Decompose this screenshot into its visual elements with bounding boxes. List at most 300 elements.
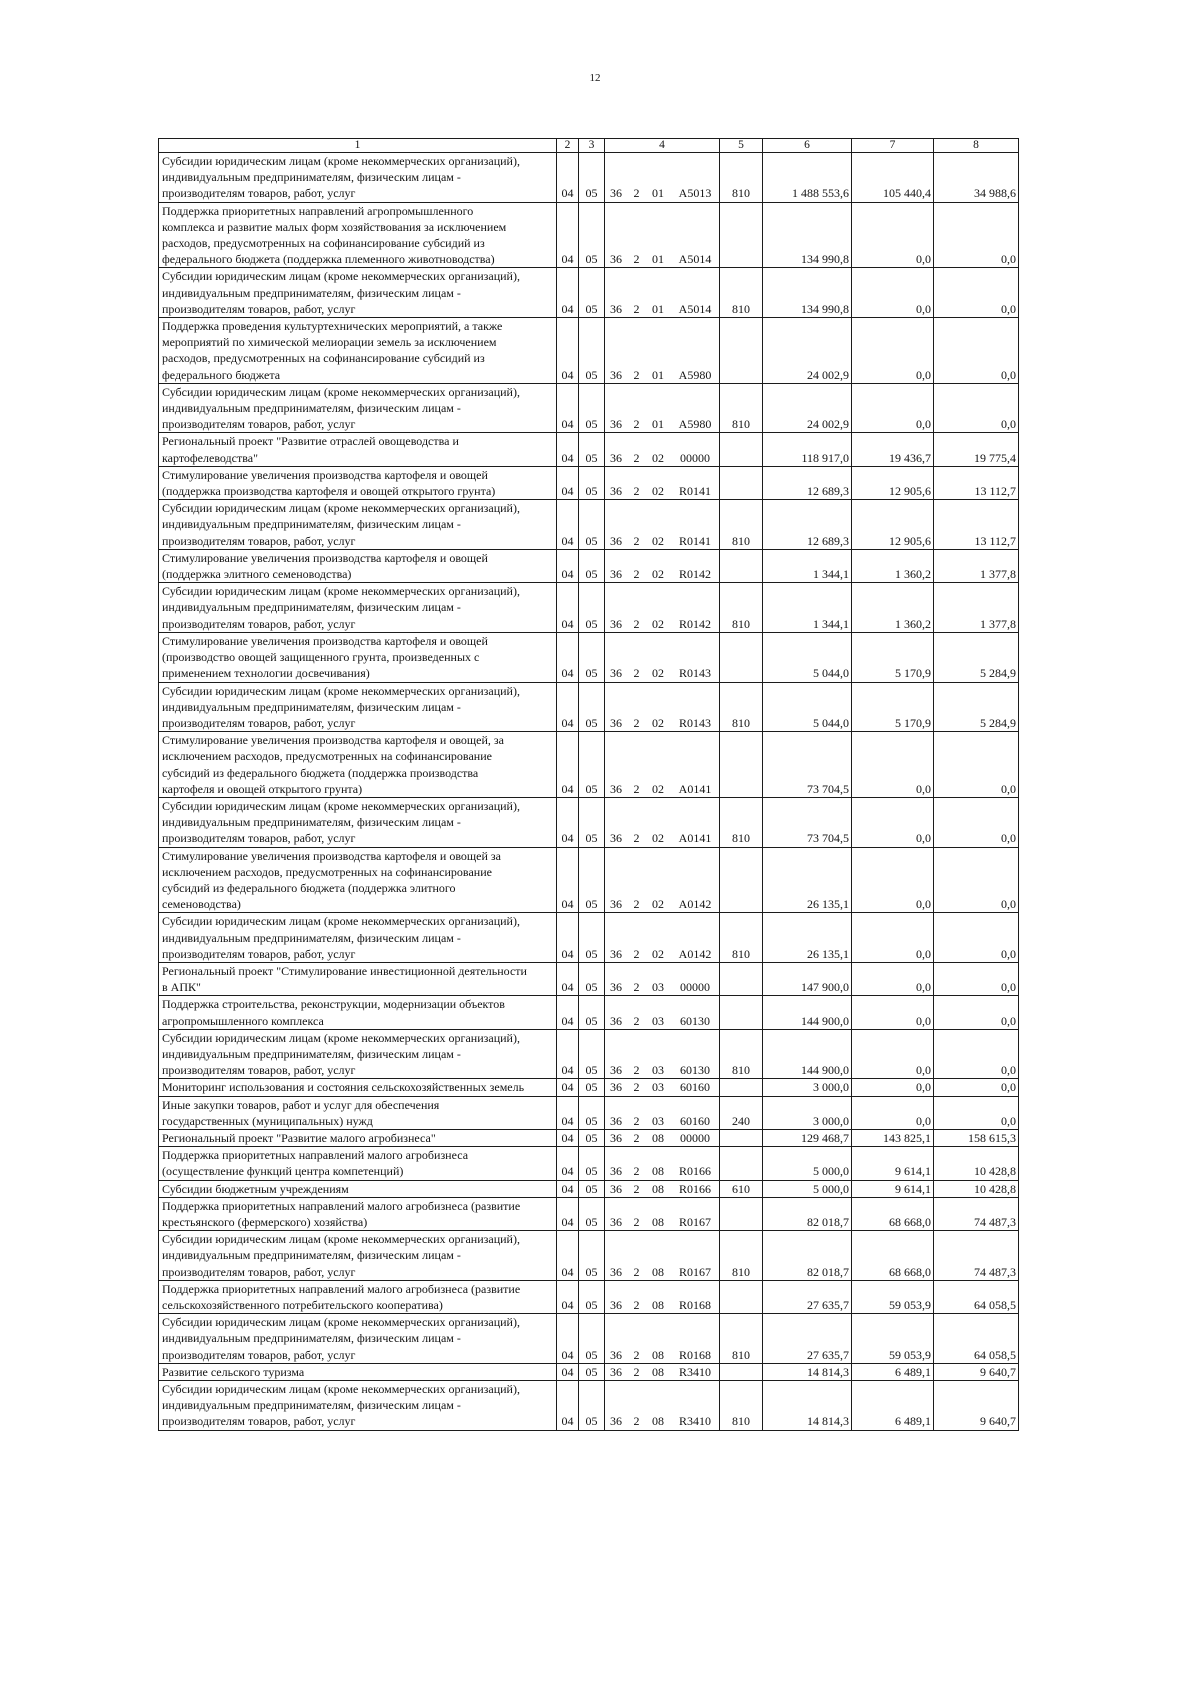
article-project: 02 xyxy=(652,484,664,499)
table-row xyxy=(159,632,1019,682)
article-project: 03 xyxy=(652,1080,664,1095)
section-code: 04 xyxy=(557,996,579,1029)
amount-column-8: 0,0 xyxy=(934,996,1019,1029)
article-program: 36 xyxy=(610,666,622,681)
expense-type-code: 810 xyxy=(720,1029,763,1079)
article-program: 36 xyxy=(610,1130,622,1145)
amount-column-8: 13 112,7 xyxy=(934,500,1019,550)
amount-column-6: 73 704,5 xyxy=(763,797,852,847)
article-subprogram: 2 xyxy=(633,616,640,631)
target-article xyxy=(605,996,720,1029)
article-code: A0142 xyxy=(678,946,712,961)
amount-column-8: 0,0 xyxy=(934,847,1019,913)
section-code: 04 xyxy=(557,1180,579,1197)
target-article xyxy=(605,1314,720,1364)
row-description: Стимулирование увеличения производства картофеля и овощей, за исключением расходов, предусмотренных на софинансирование субсидий из федерального бюджета (поддержка производства картофеля и овощей открытого грунта) xyxy=(159,732,557,798)
article-program: 36 xyxy=(610,1013,622,1028)
article-program: 36 xyxy=(610,567,622,582)
expense-type-code: 810 xyxy=(720,797,763,847)
article-program: 36 xyxy=(610,450,622,465)
expense-type-code: 810 xyxy=(720,583,763,633)
article-program: 36 xyxy=(610,186,622,201)
article-project: 02 xyxy=(652,831,664,846)
table-row xyxy=(159,1231,1019,1281)
amount-column-7: 5 170,9 xyxy=(852,682,934,732)
target-article xyxy=(605,1079,720,1096)
article-project: 08 xyxy=(652,1164,664,1179)
column-header-3: 3 xyxy=(579,139,605,153)
article-code: A0141 xyxy=(678,781,712,796)
amount-column-8: 0,0 xyxy=(934,732,1019,798)
article-program: 36 xyxy=(610,897,622,912)
target-article-parts xyxy=(605,896,720,912)
amount-column-7: 0,0 xyxy=(852,268,934,318)
target-article xyxy=(605,268,720,318)
article-code: R0142 xyxy=(678,567,711,582)
article-project: 02 xyxy=(652,715,664,730)
row-description: Иные закупки товаров, работ и услуг для обеспечения государственных (муниципальных) нужд xyxy=(159,1096,557,1129)
amount-column-8: 0,0 xyxy=(934,1079,1019,1096)
section-code: 04 xyxy=(557,1280,579,1313)
article-program: 36 xyxy=(610,980,622,995)
section-code: 04 xyxy=(557,153,579,203)
article-subprogram: 2 xyxy=(633,484,640,499)
target-article xyxy=(605,549,720,582)
article-code: R0168 xyxy=(678,1298,711,1313)
article-program: 36 xyxy=(610,1364,622,1379)
article-program: 36 xyxy=(610,1063,622,1078)
section-code: 04 xyxy=(557,913,579,963)
article-code: R0168 xyxy=(678,1347,711,1362)
amount-column-6: 5 044,0 xyxy=(763,632,852,682)
target-article xyxy=(605,1280,720,1313)
article-program: 36 xyxy=(610,946,622,961)
article-project: 02 xyxy=(652,666,664,681)
column-header-1: 1 xyxy=(159,139,557,153)
row-description: Субсидии юридическим лицам (кроме некоммерческих организаций), индивидуальным предпринимателям, физическим лицам - производителям товаров, работ, услуг xyxy=(159,1029,557,1079)
amount-column-8: 34 988,6 xyxy=(934,153,1019,203)
article-code: A0142 xyxy=(678,897,712,912)
target-article xyxy=(605,318,720,384)
article-subprogram: 2 xyxy=(633,715,640,730)
amount-column-6: 3 000,0 xyxy=(763,1096,852,1129)
table-row xyxy=(159,962,1019,995)
amount-column-7: 0,0 xyxy=(852,732,934,798)
amount-column-7: 1 360,2 xyxy=(852,583,934,633)
section-code: 04 xyxy=(557,1363,579,1380)
target-article xyxy=(605,732,720,798)
article-program: 36 xyxy=(610,616,622,631)
subsection-code: 05 xyxy=(579,1314,605,1364)
subsection-code: 05 xyxy=(579,466,605,499)
section-code: 04 xyxy=(557,268,579,318)
article-code: R0167 xyxy=(678,1215,711,1229)
article-subprogram: 2 xyxy=(633,1130,640,1145)
article-subprogram: 2 xyxy=(633,533,640,548)
table-row xyxy=(159,682,1019,732)
amount-column-6: 24 002,9 xyxy=(763,383,852,433)
amount-column-6: 5 000,0 xyxy=(763,1180,852,1197)
section-code: 04 xyxy=(557,1231,579,1281)
subsection-code: 05 xyxy=(579,433,605,466)
amount-column-8: 9 640,7 xyxy=(934,1363,1019,1380)
target-article-parts xyxy=(605,1364,720,1380)
article-subprogram: 2 xyxy=(633,1113,640,1128)
article-project: 01 xyxy=(652,417,664,432)
section-code: 04 xyxy=(557,962,579,995)
amount-column-8: 9 640,7 xyxy=(934,1381,1019,1431)
article-code: R3410 xyxy=(678,1414,711,1429)
article-subprogram: 2 xyxy=(633,417,640,432)
amount-column-8: 0,0 xyxy=(934,383,1019,433)
section-code: 04 xyxy=(557,797,579,847)
row-description: Региональный проект "Стимулирование инвестиционной деятельности в АПК" xyxy=(159,962,557,995)
row-description: Субсидии юридическим лицам (кроме некоммерческих организаций), индивидуальным предпринимателям, физическим лицам - производителям товаров, работ, услуг xyxy=(159,500,557,550)
target-article xyxy=(605,466,720,499)
amount-column-7: 0,0 xyxy=(852,202,934,268)
expense-type-code: 810 xyxy=(720,1314,763,1364)
amount-column-6: 12 689,3 xyxy=(763,466,852,499)
article-code: 00000 xyxy=(680,1130,710,1145)
amount-column-7: 12 905,6 xyxy=(852,466,934,499)
target-article-parts xyxy=(605,1214,720,1230)
article-program: 36 xyxy=(610,1347,622,1362)
amount-column-6: 26 135,1 xyxy=(763,913,852,963)
target-article-parts xyxy=(605,1079,720,1095)
amount-column-7: 0,0 xyxy=(852,962,934,995)
section-code: 04 xyxy=(557,1197,579,1230)
expense-type-code xyxy=(720,847,763,913)
table-row xyxy=(159,1096,1019,1129)
article-code: R0142 xyxy=(678,616,711,631)
target-article-parts xyxy=(605,1181,720,1197)
subsection-code: 05 xyxy=(579,268,605,318)
article-subprogram: 2 xyxy=(633,1298,640,1313)
table-row xyxy=(159,268,1019,318)
amount-column-7: 0,0 xyxy=(852,318,934,384)
target-article-parts xyxy=(605,665,720,681)
article-subprogram: 2 xyxy=(633,450,640,465)
article-subprogram: 2 xyxy=(633,781,640,796)
target-article xyxy=(605,153,720,203)
article-code: A5980 xyxy=(678,417,712,432)
article-subprogram: 2 xyxy=(633,897,640,912)
expense-type-code xyxy=(720,732,763,798)
row-description: Стимулирование увеличения производства картофеля и овощей (производство овощей защищенного грунта, произведенных с применением технологии досвечивания) xyxy=(159,632,557,682)
row-description: Поддержка приоритетных направлений малого агробизнеса (развитие крестьянского (фермерского) хозяйства) xyxy=(159,1197,557,1230)
column-header-4: 4 xyxy=(605,139,720,153)
amount-column-6: 1 344,1 xyxy=(763,583,852,633)
amount-column-7: 9 614,1 xyxy=(852,1147,934,1180)
amount-column-6: 5 044,0 xyxy=(763,682,852,732)
article-code: 60160 xyxy=(680,1113,710,1128)
article-subprogram: 2 xyxy=(633,567,640,582)
section-code: 04 xyxy=(557,433,579,466)
table-row xyxy=(159,732,1019,798)
section-code: 04 xyxy=(557,318,579,384)
row-description: Субсидии юридическим лицам (кроме некоммерческих организаций), индивидуальным предпринимателям, физическим лицам - производителям товаров, работ, услуг xyxy=(159,583,557,633)
subsection-code: 05 xyxy=(579,153,605,203)
amount-column-7: 19 436,7 xyxy=(852,433,934,466)
column-header-8: 8 xyxy=(934,139,1019,153)
target-article xyxy=(605,1381,720,1431)
amount-column-7: 0,0 xyxy=(852,913,934,963)
target-article-parts xyxy=(605,1130,720,1146)
article-subprogram: 2 xyxy=(633,1013,640,1028)
article-program: 36 xyxy=(610,417,622,432)
expense-type-code: 810 xyxy=(720,1381,763,1431)
target-article-parts xyxy=(605,533,720,549)
target-article xyxy=(605,433,720,466)
expense-type-code xyxy=(720,1280,763,1313)
subsection-code: 05 xyxy=(579,383,605,433)
target-article-parts xyxy=(605,781,720,797)
article-project: 08 xyxy=(652,1130,664,1145)
table-row xyxy=(159,913,1019,963)
table-row xyxy=(159,1147,1019,1180)
article-code: A5980 xyxy=(678,367,712,382)
article-code: R0166 xyxy=(678,1164,711,1179)
amount-column-7: 1 360,2 xyxy=(852,549,934,582)
subsection-code: 05 xyxy=(579,996,605,1029)
target-article xyxy=(605,1231,720,1281)
target-article-parts xyxy=(605,830,720,846)
target-article-parts xyxy=(605,1413,720,1429)
amount-column-7: 0,0 xyxy=(852,1079,934,1096)
target-article-parts xyxy=(605,185,720,201)
article-subprogram: 2 xyxy=(633,1264,640,1279)
article-code: R0167 xyxy=(678,1264,711,1279)
table-row xyxy=(159,466,1019,499)
target-article-parts xyxy=(605,1347,720,1363)
target-article-parts xyxy=(605,367,720,383)
row-description: Субсидии юридическим лицам (кроме некоммерческих организаций), индивидуальным предпринимателям, физическим лицам - производителям товаров, работ, услуг xyxy=(159,682,557,732)
amount-column-8: 1 377,8 xyxy=(934,549,1019,582)
amount-column-7: 12 905,6 xyxy=(852,500,934,550)
amount-column-6: 12 689,3 xyxy=(763,500,852,550)
amount-column-7: 59 053,9 xyxy=(852,1280,934,1313)
section-code: 04 xyxy=(557,583,579,633)
article-program: 36 xyxy=(610,533,622,548)
article-program: 36 xyxy=(610,252,622,267)
amount-column-6: 82 018,7 xyxy=(763,1231,852,1281)
amount-column-7: 0,0 xyxy=(852,797,934,847)
expense-type-code: 810 xyxy=(720,500,763,550)
table-row xyxy=(159,1180,1019,1197)
column-header-7: 7 xyxy=(852,139,934,153)
subsection-code: 05 xyxy=(579,682,605,732)
row-description: Региональный проект "Развитие малого агробизнеса" xyxy=(159,1129,557,1146)
article-program: 36 xyxy=(610,1080,622,1095)
target-article xyxy=(605,1197,720,1230)
amount-column-8: 0,0 xyxy=(934,202,1019,268)
article-program: 36 xyxy=(610,1414,622,1429)
article-subprogram: 2 xyxy=(633,186,640,201)
section-code: 04 xyxy=(557,202,579,268)
subsection-code: 05 xyxy=(579,847,605,913)
budget-table xyxy=(158,138,1019,1431)
amount-column-8: 74 487,3 xyxy=(934,1231,1019,1281)
article-subprogram: 2 xyxy=(633,980,640,995)
target-article xyxy=(605,383,720,433)
table-row xyxy=(159,500,1019,550)
row-description: Субсидии бюджетным учреждениям xyxy=(159,1180,557,1197)
article-code: 60130 xyxy=(680,1013,710,1028)
target-article xyxy=(605,913,720,963)
row-description: Субсидии юридическим лицам (кроме некоммерческих организаций), индивидуальным предпринимателям, физическим лицам - производителям товаров, работ, услуг xyxy=(159,383,557,433)
amount-column-8: 5 284,9 xyxy=(934,682,1019,732)
amount-column-6: 27 635,7 xyxy=(763,1280,852,1313)
article-code: 60160 xyxy=(680,1080,710,1095)
amount-column-8: 0,0 xyxy=(934,268,1019,318)
subsection-code: 05 xyxy=(579,1129,605,1146)
amount-column-7: 6 489,1 xyxy=(852,1381,934,1431)
article-program: 36 xyxy=(610,831,622,846)
article-subprogram: 2 xyxy=(633,367,640,382)
expense-type-code xyxy=(720,433,763,466)
expense-type-code xyxy=(720,466,763,499)
target-article-parts xyxy=(605,1013,720,1029)
subsection-code: 05 xyxy=(579,549,605,582)
subsection-code: 05 xyxy=(579,913,605,963)
expense-type-code: 810 xyxy=(720,1231,763,1281)
subsection-code: 05 xyxy=(579,1381,605,1431)
article-project: 08 xyxy=(652,1215,664,1229)
article-program: 36 xyxy=(610,1181,622,1196)
article-project: 01 xyxy=(652,252,664,267)
amount-column-6: 73 704,5 xyxy=(763,732,852,798)
target-article-parts xyxy=(605,1264,720,1280)
amount-column-6: 14 814,3 xyxy=(763,1363,852,1380)
subsection-code: 05 xyxy=(579,1197,605,1230)
article-subprogram: 2 xyxy=(633,1364,640,1379)
target-article xyxy=(605,632,720,682)
target-article xyxy=(605,500,720,550)
article-project: 01 xyxy=(652,186,664,201)
expense-type-code: 610 xyxy=(720,1180,763,1197)
amount-column-7: 5 170,9 xyxy=(852,632,934,682)
article-code: A0141 xyxy=(678,831,712,846)
article-code: A5014 xyxy=(678,252,712,267)
table-row xyxy=(159,153,1019,203)
target-article xyxy=(605,962,720,995)
row-description: Субсидии юридическим лицам (кроме некоммерческих организаций), индивидуальным предпринимателям, физическим лицам - производителям товаров, работ, услуг xyxy=(159,1314,557,1364)
amount-column-7: 0,0 xyxy=(852,847,934,913)
article-program: 36 xyxy=(610,484,622,499)
subsection-code: 05 xyxy=(579,962,605,995)
table-row xyxy=(159,1363,1019,1380)
article-project: 08 xyxy=(652,1347,664,1362)
article-program: 36 xyxy=(610,1264,622,1279)
section-code: 04 xyxy=(557,466,579,499)
row-description: Поддержка приоритетных направлений агропромышленного комплекса и развитие малых форм хозяйствования за исключением расходов, предусмотренных на софинансирование субсидий из федерального бюджета (поддержка племенного животноводства) xyxy=(159,202,557,268)
subsection-code: 05 xyxy=(579,583,605,633)
article-project: 08 xyxy=(652,1181,664,1196)
table-row xyxy=(159,847,1019,913)
table-row xyxy=(159,318,1019,384)
target-article xyxy=(605,1029,720,1079)
article-project: 03 xyxy=(652,980,664,995)
article-subprogram: 2 xyxy=(633,1215,640,1229)
table-row xyxy=(159,797,1019,847)
target-article-parts xyxy=(605,1062,720,1078)
section-code: 04 xyxy=(557,549,579,582)
row-description: Стимулирование увеличения производства картофеля и овощей за исключением расходов, предусмотренных на софинансирование субсидий из федерального бюджета (поддержка элитного семеноводства) xyxy=(159,847,557,913)
amount-column-7: 0,0 xyxy=(852,383,934,433)
table-row xyxy=(159,549,1019,582)
article-code: R0141 xyxy=(678,533,711,548)
section-code: 04 xyxy=(557,383,579,433)
target-article xyxy=(605,1096,720,1129)
amount-column-6: 118 917,0 xyxy=(763,433,852,466)
amount-column-6: 134 990,8 xyxy=(763,202,852,268)
amount-column-8: 10 428,8 xyxy=(934,1147,1019,1180)
article-project: 08 xyxy=(652,1364,664,1379)
amount-column-7: 0,0 xyxy=(852,1096,934,1129)
row-description: Субсидии юридическим лицам (кроме некоммерческих организаций), индивидуальным предпринимателям, физическим лицам - производителям товаров, работ, услуг xyxy=(159,153,557,203)
expense-type-code xyxy=(720,318,763,384)
article-subprogram: 2 xyxy=(633,1063,640,1078)
section-code: 04 xyxy=(557,1079,579,1096)
expense-type-code xyxy=(720,1363,763,1380)
article-subprogram: 2 xyxy=(633,252,640,267)
table-row xyxy=(159,202,1019,268)
article-project: 02 xyxy=(652,533,664,548)
expense-type-code xyxy=(720,632,763,682)
column-header-5: 5 xyxy=(720,139,763,153)
article-subprogram: 2 xyxy=(633,1181,640,1196)
amount-column-8: 64 058,5 xyxy=(934,1280,1019,1313)
article-subprogram: 2 xyxy=(633,1347,640,1362)
table-row xyxy=(159,1280,1019,1313)
expense-type-code: 810 xyxy=(720,268,763,318)
article-project: 02 xyxy=(652,781,664,796)
expense-type-code xyxy=(720,1129,763,1146)
article-code: R0143 xyxy=(678,715,711,730)
article-code: A5014 xyxy=(678,301,712,316)
expense-type-code xyxy=(720,962,763,995)
expense-type-code: 810 xyxy=(720,682,763,732)
article-project: 02 xyxy=(652,946,664,961)
amount-column-6: 144 900,0 xyxy=(763,1029,852,1079)
row-description: Поддержка проведения культуртехнических мероприятий, а также мероприятий по химической мелиорации земель за исключением расходов, предусмотренных на софинансирование субсидий из федерального бюджета xyxy=(159,318,557,384)
amount-column-7: 0,0 xyxy=(852,1029,934,1079)
subsection-code: 05 xyxy=(579,632,605,682)
table-row xyxy=(159,1079,1019,1096)
expense-type-code: 240 xyxy=(720,1096,763,1129)
article-subprogram: 2 xyxy=(633,301,640,316)
expense-type-code: 810 xyxy=(720,913,763,963)
amount-column-8: 0,0 xyxy=(934,962,1019,995)
table-row xyxy=(159,433,1019,466)
target-article xyxy=(605,583,720,633)
article-program: 36 xyxy=(610,781,622,796)
amount-column-8: 13 112,7 xyxy=(934,466,1019,499)
article-project: 02 xyxy=(652,616,664,631)
row-description: Субсидии юридическим лицам (кроме некоммерческих организаций), индивидуальным предпринимателям, физическим лицам - производителям товаров, работ, услуг xyxy=(159,797,557,847)
amount-column-8: 5 284,9 xyxy=(934,632,1019,682)
subsection-code: 05 xyxy=(579,318,605,384)
article-program: 36 xyxy=(610,1215,622,1229)
amount-column-6: 82 018,7 xyxy=(763,1197,852,1230)
expense-type-code xyxy=(720,1079,763,1096)
amount-column-8: 158 615,3 xyxy=(934,1129,1019,1146)
amount-column-6: 3 000,0 xyxy=(763,1079,852,1096)
article-subprogram: 2 xyxy=(633,1414,640,1429)
article-program: 36 xyxy=(610,301,622,316)
amount-column-8: 10 428,8 xyxy=(934,1180,1019,1197)
subsection-code: 05 xyxy=(579,1147,605,1180)
